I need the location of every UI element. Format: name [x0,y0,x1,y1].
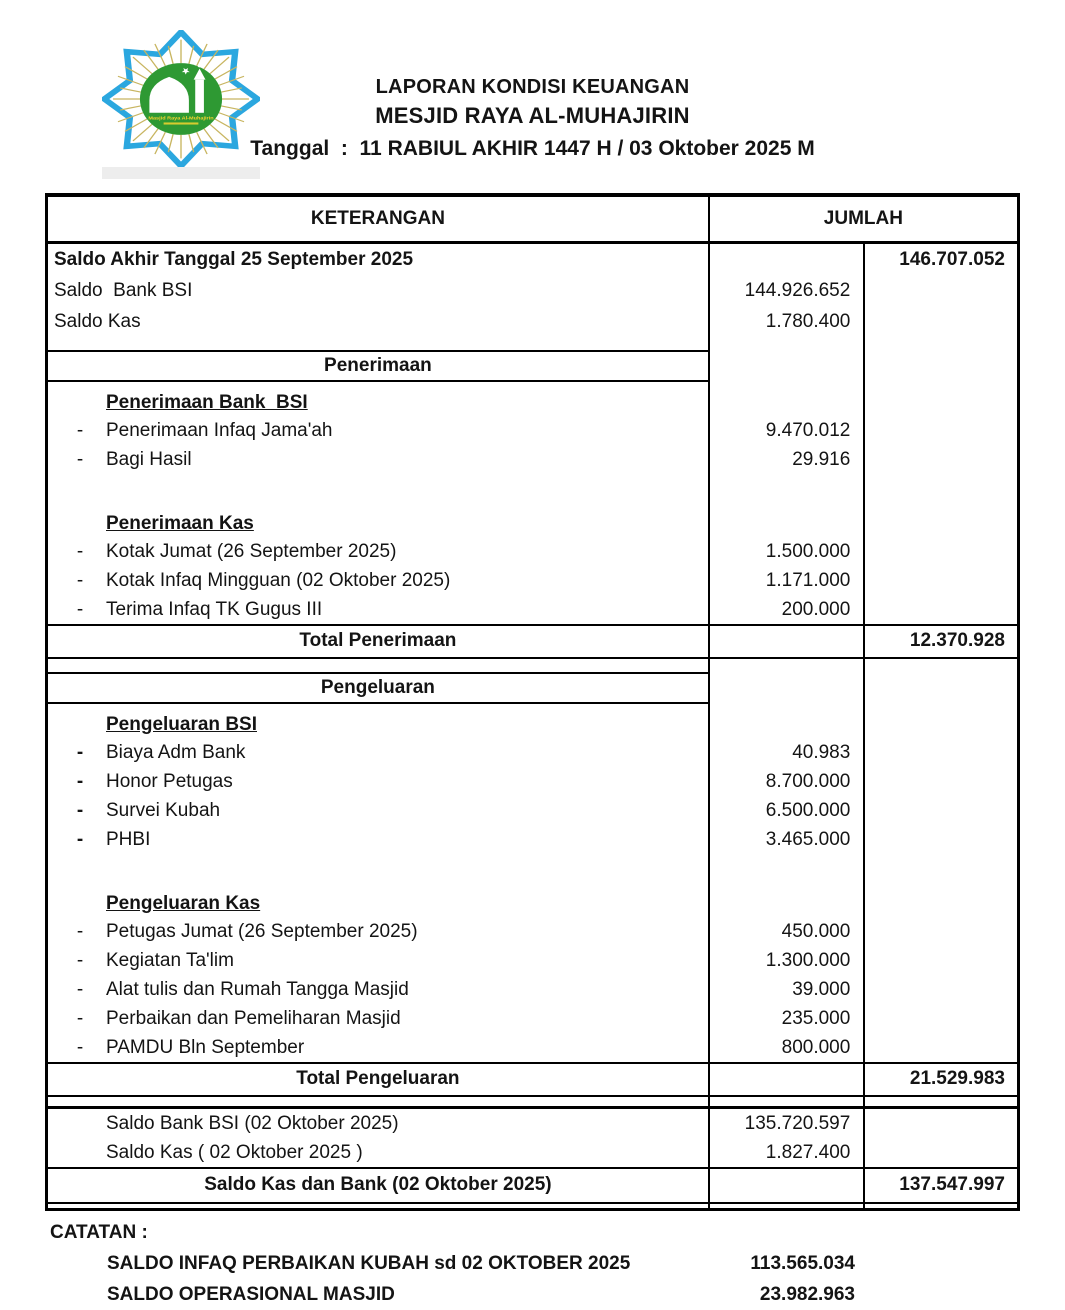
amount-cell: 1.780.400 [710,306,866,337]
keterangan-cell [48,946,710,975]
keterangan-cell [48,825,710,854]
table-row [48,503,1017,537]
row-label: Penerimaan [324,355,432,376]
table-row [48,445,1017,474]
table-row [48,382,1017,416]
keterangan-cell [48,659,710,672]
amount-cell: 29.916 [710,445,866,474]
row-label: Saldo Kas ( 02 Oktober 2025 ) [106,1142,363,1163]
report-date: Tanggal : 11 RABIUL AKHIR 1447 H / 03 Oktober 2025 M [250,137,815,160]
total-cell [865,1204,1017,1208]
row-label: Pengeluaran Kas [106,893,261,914]
table-row [48,659,1017,672]
amount-cell: 6.500.000 [710,796,866,825]
amount-cell: 8.700.000 [710,767,866,796]
list-dash: - [76,541,84,562]
table-row [48,1062,1017,1097]
total-cell [865,350,1017,382]
amount-cell: 39.000 [710,975,866,1004]
table-row [48,704,1017,738]
amount-cell [710,382,866,416]
note-row [45,1279,867,1310]
list-dash: - [76,921,84,942]
table-row [48,1204,1017,1208]
amount-cell: 1.827.400 [710,1138,866,1167]
amount-cell: 135.720.597 [710,1109,866,1138]
col-header-jumlah: JUMLAH [823,208,903,229]
keterangan-cell [48,416,710,445]
row-label: Kotak Infaq Mingguan (02 Oktober 2025) [106,570,451,591]
total-cell [865,337,1017,350]
row-label: Kegiatan Ta'lim [106,950,234,971]
keterangan-cell [48,1004,710,1033]
notes-section [45,1218,867,1310]
note-label: SALDO INFAQ PERBAIKAN KUBAH sd 02 OKTOBER 2025 [107,1253,631,1274]
total-cell: 12.370.928 [865,624,1017,659]
total-cell [865,946,1017,975]
total-cell [865,566,1017,595]
keterangan-cell [48,883,710,917]
amount-cell: 1.171.000 [710,566,866,595]
table-row [48,672,1017,704]
list-dash: - [76,742,84,763]
list-dash: - [76,950,84,971]
logo-shadow [102,167,260,179]
col-header-keterangan: KETERANGAN [48,197,710,241]
list-dash: - [76,599,84,620]
amount-cell [710,883,866,917]
row-label: Survei Kubah [106,800,221,821]
keterangan-cell [48,244,710,275]
table-row [48,1138,1017,1167]
logo-caption-text: Masjid Raya Al-Muhajirin [148,115,214,122]
total-cell [865,883,1017,917]
table-row [48,416,1017,445]
list-dash: - [76,1008,84,1029]
table-row [48,883,1017,917]
keterangan-cell [48,337,710,350]
note-row [45,1248,867,1279]
total-cell [865,1097,1017,1109]
total-cell [865,416,1017,445]
keterangan-cell [48,595,710,624]
table-row [48,1097,1017,1109]
table-row [48,1167,1017,1204]
row-label: Saldo Akhir Tanggal 25 September 2025 [54,249,414,270]
table-row [48,1033,1017,1062]
row-label: Honor Petugas [106,771,233,792]
amount-cell [710,244,866,275]
amount-cell [710,704,866,738]
amount-cell [710,854,866,883]
keterangan-cell [48,672,710,704]
row-label: Pengeluaran [320,677,435,698]
amount-cell: 235.000 [710,1004,866,1033]
amount-cell: 3.465.000 [710,825,866,854]
total-cell [865,854,1017,883]
total-cell [865,767,1017,796]
notes-items [45,1248,867,1310]
keterangan-cell [48,975,710,1004]
list-dash: - [76,1037,84,1058]
keterangan-cell [48,537,710,566]
total-cell [865,825,1017,854]
total-cell [865,503,1017,537]
list-dash: - [76,449,84,470]
report-header [0,0,1065,193]
total-cell [865,382,1017,416]
row-label: Kotak Jumat (26 September 2025) [106,541,397,562]
keterangan-cell [48,306,710,337]
table-row [48,306,1017,337]
keterangan-cell [48,350,710,382]
total-cell [865,704,1017,738]
total-cell [865,1033,1017,1062]
amount-cell [710,503,866,537]
row-label: Saldo Bank BSI (02 Oktober 2025) [106,1113,399,1134]
keterangan-cell [48,1138,710,1167]
table-row [48,1004,1017,1033]
keterangan-cell [48,1109,710,1138]
keterangan-cell [48,624,710,659]
list-dash: - [76,771,84,792]
total-cell [865,275,1017,306]
total-cell [865,474,1017,503]
note-label: SALDO OPERASIONAL MASJID [107,1284,395,1305]
keterangan-cell [48,445,710,474]
keterangan-cell [48,275,710,306]
row-label: Petugas Jumat (26 September 2025) [106,921,418,942]
notes-title: CATATAN : [50,1222,148,1243]
table-row [48,624,1017,659]
keterangan-cell [48,503,710,537]
total-cell: 146.707.052 [899,249,1005,270]
total-cell [865,672,1017,704]
amount-cell: 800.000 [710,1033,866,1062]
keterangan-cell [48,1167,710,1204]
logo-dkm-text: dkm [160,101,182,112]
mosque-name: MESJID RAYA AL-MUHAJIRIN [375,103,690,128]
total-cell [865,659,1017,672]
table-row [48,350,1017,382]
total-cell [865,738,1017,767]
table-row [48,738,1017,767]
keterangan-cell [48,917,710,946]
list-dash: - [76,420,84,441]
row-label: Total Penerimaan [299,630,457,651]
amount-cell: 9.470.012 [710,416,866,445]
row-label: Penerimaan Kas [106,513,254,534]
row-label: Penerimaan Infaq Jama'ah [106,420,333,441]
table-row [48,796,1017,825]
keterangan-cell [48,566,710,595]
table-row [48,1109,1017,1138]
amount-cell: 200.000 [710,595,866,624]
total-cell: 137.547.997 [865,1167,1017,1204]
table-row [48,825,1017,854]
amount-cell [710,1097,866,1109]
total-cell [865,1109,1017,1138]
row-label: Alat tulis dan Rumah Tangga Masjid [106,979,409,1000]
amount-cell [710,350,866,382]
total-cell [865,595,1017,624]
keterangan-cell [48,474,710,503]
total-cell [865,1138,1017,1167]
keterangan-cell [48,1097,710,1109]
amount-cell: 144.926.652 [710,275,866,306]
row-label: Saldo Kas [54,311,141,332]
row-label: Saldo Kas dan Bank (02 Oktober 2025) [204,1174,552,1195]
list-dash: - [76,570,84,591]
keterangan-cell [48,1033,710,1062]
keterangan-cell [48,1204,710,1208]
keterangan-cell [48,796,710,825]
amount-cell [710,1062,866,1097]
table-row [48,244,1017,275]
amount-cell [710,672,866,704]
amount-cell [710,337,866,350]
total-cell [865,445,1017,474]
table-row [48,767,1017,796]
amount-cell: 1.300.000 [710,946,866,975]
row-label: Penerimaan Bank BSI [106,392,308,413]
table-row [48,337,1017,350]
table-row [48,917,1017,946]
row-label: Pengeluaran BSI [106,714,257,735]
table-row [48,566,1017,595]
row-label: Bagi Hasil [106,449,192,470]
table-header-row [48,197,1017,244]
report-title: LAPORAN KONDISI KEUANGAN [375,76,690,98]
amount-cell: 450.000 [710,917,866,946]
finance-table [45,193,1020,1211]
note-amount: 113.565.034 [750,1253,855,1274]
row-label: PHBI [106,829,151,850]
row-label: Saldo Bank BSI [54,280,193,301]
row-label: Terima Infaq TK Gugus III [106,599,323,620]
table-row [48,946,1017,975]
row-label: PAMDU Bln September [106,1037,305,1058]
table-row [48,275,1017,306]
table-row [48,975,1017,1004]
amount-cell [710,624,866,659]
amount-cell: 1.500.000 [710,537,866,566]
total-cell: 21.529.983 [865,1062,1017,1097]
amount-cell [710,659,866,672]
total-cell [865,537,1017,566]
total-cell [865,917,1017,946]
keterangan-cell [48,854,710,883]
amount-cell: 40.983 [710,738,866,767]
row-label: Biaya Adm Bank [106,742,246,763]
table-row [48,537,1017,566]
list-dash: - [76,979,84,1000]
table-row [48,474,1017,503]
total-cell [865,796,1017,825]
table-row [48,854,1017,883]
keterangan-cell [48,704,710,738]
row-label: Total Pengeluaran [296,1068,460,1089]
table-row [48,595,1017,624]
keterangan-cell [48,1062,710,1097]
total-cell [865,1004,1017,1033]
total-cell [865,306,1017,337]
amount-cell [710,474,866,503]
note-amount: 23.982.963 [759,1284,855,1305]
keterangan-cell [48,738,710,767]
amount-cell [710,1167,866,1204]
keterangan-cell [48,382,710,416]
list-dash: - [76,800,84,821]
keterangan-cell [48,767,710,796]
amount-cell [710,1204,866,1208]
total-cell [865,975,1017,1004]
list-dash: - [76,829,84,850]
row-label: Perbaikan dan Pemeliharan Masjid [106,1008,401,1029]
table-body [48,244,1017,1208]
